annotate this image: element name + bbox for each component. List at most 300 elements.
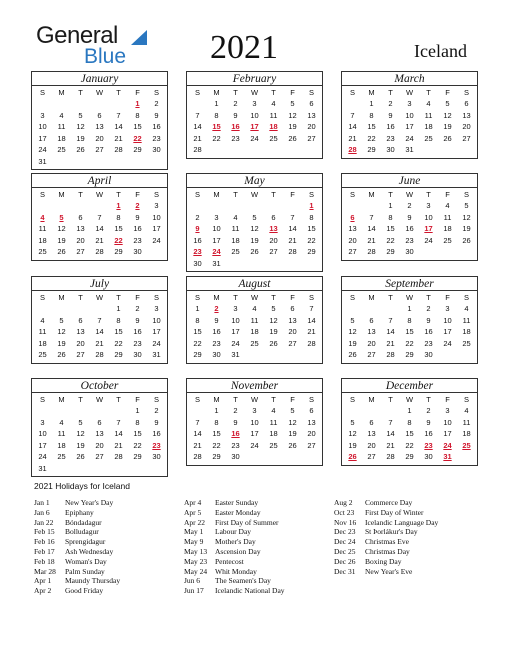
- day: 7: [195, 417, 200, 427]
- holiday-row: [334, 498, 484, 508]
- weekday-header: M: [58, 395, 65, 404]
- month-title: February: [187, 72, 322, 86]
- day: 28: [307, 338, 316, 348]
- day: 26: [76, 452, 85, 461]
- weekday-header: S: [463, 293, 469, 302]
- day: 7: [97, 212, 102, 222]
- day: 26: [250, 247, 259, 256]
- day: 30: [231, 452, 240, 461]
- day: 4: [464, 406, 469, 415]
- weekday-header: T: [426, 395, 431, 404]
- day: 9: [388, 110, 393, 120]
- day: 7: [195, 110, 200, 120]
- day: 11: [38, 224, 47, 233]
- day: 10: [424, 212, 433, 222]
- day: 7: [388, 417, 393, 427]
- day: 28: [193, 452, 202, 461]
- empty-day: [362, 405, 381, 417]
- day: 2: [195, 212, 200, 222]
- holiday-day: 6: [350, 212, 355, 222]
- day: 22: [133, 440, 142, 450]
- day: 14: [193, 429, 202, 438]
- day: 24: [250, 133, 259, 143]
- month-title: November: [187, 379, 322, 393]
- weekday-header: W: [95, 190, 104, 199]
- holiday-date: Oct 23: [334, 507, 355, 517]
- empty-day: [283, 200, 302, 212]
- weekday-header: M: [213, 395, 220, 404]
- day: 2: [233, 406, 238, 415]
- day: 26: [269, 338, 278, 348]
- holiday-name: Easter Sunday: [215, 498, 259, 507]
- weekday-header: F: [445, 395, 450, 404]
- holiday-day: 16: [231, 122, 240, 131]
- weekday-header: W: [405, 88, 414, 97]
- weekday-header: T: [388, 293, 393, 302]
- weekday-header: F: [290, 395, 295, 404]
- day: 5: [445, 99, 450, 108]
- holiday-row: [184, 557, 334, 567]
- weekday-header: S: [39, 395, 45, 404]
- month-days: [187, 86, 322, 158]
- holiday-day: 24: [212, 247, 221, 256]
- month-august: [186, 276, 323, 364]
- day: 8: [407, 315, 412, 325]
- day: 6: [271, 212, 276, 222]
- day: 15: [133, 429, 142, 438]
- day: 24: [38, 452, 47, 461]
- weekday-header: S: [153, 190, 159, 199]
- day: 22: [114, 338, 123, 348]
- weekday-header: M: [213, 293, 220, 302]
- day: 5: [350, 315, 355, 325]
- empty-day: [90, 303, 109, 315]
- day: 4: [252, 304, 257, 313]
- day: 3: [252, 99, 257, 108]
- day: 27: [307, 133, 316, 143]
- holiday-day: 23: [424, 440, 433, 450]
- day: 18: [38, 235, 47, 245]
- day: 31: [212, 258, 221, 268]
- day: 19: [57, 338, 66, 348]
- day: 24: [231, 338, 240, 348]
- holiday-date: Apr 2: [34, 586, 52, 596]
- day: 10: [443, 315, 452, 325]
- holiday-date: Jan 22: [34, 517, 54, 527]
- empty-day: [33, 200, 52, 212]
- day: 5: [290, 99, 295, 108]
- holiday-day: 1: [135, 99, 140, 108]
- day: 31: [38, 463, 47, 473]
- month-february: [186, 71, 323, 159]
- weekday-header: W: [95, 395, 104, 404]
- day: 8: [214, 417, 219, 427]
- holiday-name: The Seamen's Day: [215, 576, 271, 586]
- weekday-header: S: [308, 395, 314, 404]
- day: 29: [114, 350, 123, 359]
- holiday-name: Maundy Thursday: [65, 576, 121, 586]
- empty-day: [33, 405, 52, 417]
- day: 9: [407, 212, 412, 222]
- holiday-name: New Year's Day: [65, 498, 114, 507]
- day: 13: [76, 327, 85, 336]
- day: 26: [57, 247, 66, 256]
- day: 20: [76, 338, 85, 348]
- day: 18: [462, 429, 471, 438]
- holiday-date: Dec 23: [334, 527, 356, 537]
- day: 15: [114, 224, 123, 233]
- day: 26: [443, 133, 452, 143]
- weekday-header: S: [194, 88, 200, 97]
- holiday-date: Feb 16: [34, 537, 55, 547]
- day: 24: [38, 145, 47, 154]
- weekday-header: T: [388, 88, 393, 97]
- holiday-row: [184, 508, 334, 518]
- holiday-name: Whit Monday: [215, 566, 257, 576]
- day: 22: [212, 133, 221, 143]
- day: 9: [135, 212, 140, 222]
- holiday-name: Commerce Day: [365, 498, 413, 507]
- day: 3: [214, 212, 219, 222]
- day: 5: [59, 315, 64, 325]
- weekday-header: W: [405, 190, 414, 199]
- day: 22: [367, 133, 376, 143]
- holiday-name: Christmas Day: [365, 546, 410, 556]
- day: 12: [348, 429, 357, 438]
- holiday-day: 1: [309, 201, 314, 210]
- day: 11: [231, 224, 240, 233]
- day: 6: [309, 99, 314, 108]
- day: 25: [250, 338, 259, 348]
- holiday-day: 17: [424, 224, 433, 233]
- day: 28: [114, 452, 123, 461]
- day: 28: [367, 247, 376, 256]
- weekday-header: T: [426, 190, 431, 199]
- day: 21: [95, 235, 104, 245]
- month-title: April: [32, 174, 167, 188]
- day: 21: [95, 338, 104, 348]
- holiday-date: Apr 4: [184, 498, 202, 507]
- weekday-header: S: [349, 88, 355, 97]
- weekday-header: F: [135, 190, 140, 199]
- day: 15: [307, 224, 316, 233]
- day: 11: [38, 327, 47, 336]
- day: 22: [193, 338, 202, 348]
- day: 10: [38, 429, 47, 438]
- empty-day: [71, 405, 90, 417]
- holiday-name: Mother's Day: [215, 537, 256, 547]
- weekday-header: S: [39, 190, 45, 199]
- day: 3: [40, 417, 45, 427]
- holiday-name: First Day of Winter: [365, 507, 424, 517]
- holiday-day: 15: [212, 122, 221, 131]
- day: 27: [95, 145, 104, 154]
- empty-day: [109, 405, 128, 417]
- day: 29: [386, 247, 395, 256]
- day: 2: [407, 201, 412, 210]
- weekday-header: W: [250, 88, 259, 97]
- day: 3: [407, 99, 412, 108]
- day: 16: [212, 327, 221, 336]
- day: 20: [367, 338, 376, 348]
- day: 11: [424, 110, 433, 120]
- day: 1: [195, 304, 200, 313]
- day: 25: [57, 452, 66, 461]
- holiday-row: [34, 557, 184, 567]
- holiday-date: Nov 16: [334, 517, 357, 527]
- day: 9: [233, 417, 238, 427]
- day: 17: [212, 235, 221, 245]
- day: 14: [95, 327, 104, 336]
- empty-day: [362, 200, 381, 212]
- day: 21: [193, 133, 202, 143]
- holiday-day: 1: [116, 201, 121, 210]
- day: 19: [443, 122, 452, 131]
- day: 9: [135, 315, 140, 325]
- day: 17: [231, 327, 240, 336]
- day: 20: [348, 235, 357, 245]
- day: 30: [152, 145, 161, 154]
- weekday-header: T: [233, 395, 238, 404]
- day: 6: [464, 99, 469, 108]
- day: 20: [462, 122, 471, 131]
- day: 27: [76, 247, 85, 256]
- holiday-date: Jan 6: [34, 507, 50, 517]
- day: 29: [114, 247, 123, 256]
- month-title: June: [342, 174, 477, 188]
- holiday-day: 2: [214, 304, 219, 313]
- holiday-row: [184, 567, 334, 577]
- day: 16: [152, 122, 161, 131]
- day: 7: [309, 304, 314, 313]
- holiday-day: 31: [443, 452, 452, 461]
- empty-day: [343, 405, 362, 417]
- day: 14: [307, 315, 316, 325]
- day: 7: [369, 212, 374, 222]
- weekday-header: T: [233, 190, 238, 199]
- holiday-date: Dec 25: [334, 546, 356, 556]
- weekday-header: S: [194, 293, 200, 302]
- weekday-header: M: [58, 293, 65, 302]
- weekday-header: T: [271, 395, 276, 404]
- day: 4: [40, 315, 45, 325]
- day: 5: [252, 212, 257, 222]
- day: 12: [250, 224, 259, 233]
- logo-blue-text: Blue: [84, 45, 127, 68]
- day: 10: [152, 315, 161, 325]
- day: 5: [290, 406, 295, 415]
- day: 13: [307, 110, 316, 120]
- day: 26: [76, 145, 85, 154]
- holiday-name: Good Friday: [65, 586, 104, 596]
- weekday-header: S: [349, 293, 355, 302]
- day: 17: [38, 133, 47, 143]
- day: 18: [269, 429, 278, 438]
- month-title: January: [32, 72, 167, 86]
- day: 7: [116, 110, 121, 120]
- weekday-header: T: [388, 190, 393, 199]
- day: 12: [76, 122, 85, 131]
- day: 12: [57, 327, 66, 336]
- holiday-name: Boxing Day: [365, 556, 402, 566]
- day: 2: [154, 99, 159, 108]
- holiday-name: New Year's Eve: [365, 566, 413, 576]
- day: 18: [57, 133, 66, 143]
- day: 17: [152, 327, 161, 336]
- day: 13: [76, 224, 85, 233]
- holiday-day: 24: [443, 440, 452, 450]
- logo-general-text: General: [36, 22, 118, 49]
- day: 20: [95, 440, 104, 450]
- day: 25: [38, 247, 47, 256]
- weekday-header: M: [368, 190, 375, 199]
- day: 10: [152, 212, 161, 222]
- holiday-date: Dec 31: [334, 566, 356, 576]
- holiday-name: Easter Monday: [215, 507, 261, 517]
- day: 13: [307, 417, 316, 427]
- holiday-row: [334, 537, 484, 547]
- day: 15: [133, 122, 142, 131]
- weekday-header: M: [368, 88, 375, 97]
- day: 19: [57, 235, 66, 245]
- day: 27: [462, 133, 471, 143]
- day: 12: [288, 417, 297, 427]
- day: 21: [307, 327, 316, 336]
- day: 21: [193, 440, 202, 450]
- day: 2: [388, 99, 393, 108]
- day: 10: [250, 417, 259, 427]
- holiday-row: [34, 527, 184, 537]
- day: 22: [307, 235, 316, 245]
- day: 24: [152, 338, 161, 348]
- day: 4: [445, 201, 450, 210]
- day: 16: [193, 235, 202, 245]
- day: 24: [443, 338, 452, 348]
- day: 21: [288, 235, 297, 245]
- holiday-row: [184, 518, 334, 528]
- empty-day: [188, 98, 207, 110]
- holiday-row: [334, 508, 484, 518]
- weekday-header: F: [135, 293, 140, 302]
- holiday-date: May 23: [184, 556, 208, 566]
- day: 18: [57, 440, 66, 450]
- logo-triangle-icon: [131, 30, 147, 45]
- day: 31: [231, 350, 240, 359]
- holiday-name: Labour Day: [215, 527, 252, 537]
- day: 21: [348, 133, 357, 143]
- day: 9: [154, 110, 159, 120]
- holiday-date: May 1: [184, 527, 204, 537]
- day: 15: [405, 327, 414, 336]
- empty-day: [207, 200, 226, 212]
- day: 8: [116, 212, 121, 222]
- holiday-row: [34, 498, 184, 508]
- holiday-day: 17: [250, 122, 259, 131]
- empty-day: [226, 200, 245, 212]
- day: 19: [76, 440, 85, 450]
- day: 11: [269, 417, 278, 427]
- day: 9: [233, 110, 238, 120]
- holiday-column: [34, 498, 184, 596]
- holiday-day: 23: [193, 247, 202, 256]
- holiday-row: [184, 527, 334, 537]
- day: 22: [212, 440, 221, 450]
- day: 26: [57, 350, 66, 359]
- day: 24: [152, 235, 161, 245]
- day: 8: [407, 417, 412, 427]
- month-july: [31, 276, 168, 364]
- day: 11: [443, 212, 452, 222]
- day: 27: [367, 452, 376, 461]
- day: 10: [38, 122, 47, 131]
- holiday-day: 22: [114, 235, 123, 245]
- holiday-row: [334, 518, 484, 528]
- day: 21: [386, 338, 395, 348]
- weekday-header: S: [194, 190, 200, 199]
- holiday-row: [184, 547, 334, 557]
- month-title: September: [342, 277, 477, 291]
- day: 30: [424, 350, 433, 359]
- day: 15: [193, 327, 202, 336]
- empty-day: [52, 98, 71, 110]
- holiday-day: 23: [152, 440, 161, 450]
- holiday-date: May 24: [184, 566, 208, 576]
- day: 11: [57, 429, 66, 438]
- day: 28: [193, 145, 202, 154]
- month-april: [31, 173, 168, 261]
- empty-day: [381, 405, 400, 417]
- day: 19: [76, 133, 85, 143]
- day: 8: [116, 315, 121, 325]
- day: 4: [464, 304, 469, 313]
- holiday-column: [184, 498, 334, 596]
- weekday-header: S: [308, 190, 314, 199]
- holiday-row: [334, 557, 484, 567]
- day: 7: [388, 315, 393, 325]
- day: 12: [269, 315, 278, 325]
- holiday-row: [34, 518, 184, 528]
- empty-day: [381, 303, 400, 315]
- day: 6: [78, 212, 83, 222]
- day: 15: [367, 122, 376, 131]
- holiday-date: Apr 1: [34, 576, 52, 586]
- month-days: [342, 393, 477, 465]
- day: 31: [152, 350, 161, 359]
- month-days: [342, 188, 477, 260]
- day: 21: [367, 235, 376, 245]
- month-days: [187, 393, 322, 465]
- day: 28: [95, 247, 104, 256]
- weekday-header: T: [116, 293, 121, 302]
- day: 25: [269, 440, 278, 450]
- day: 24: [405, 133, 414, 143]
- empty-day: [90, 200, 109, 212]
- day: 6: [97, 417, 102, 427]
- day: 13: [95, 122, 104, 131]
- month-october: [31, 378, 168, 477]
- holiday-name: Christmas Eve: [365, 537, 409, 547]
- day: 19: [462, 224, 471, 233]
- holiday-row: [34, 586, 184, 596]
- holiday-row: [334, 567, 484, 577]
- day: 3: [154, 201, 159, 210]
- empty-day: [52, 405, 71, 417]
- day: 20: [367, 440, 376, 450]
- weekday-header: W: [250, 395, 259, 404]
- day: 12: [57, 224, 66, 233]
- day: 1: [407, 304, 412, 313]
- weekday-header: W: [405, 395, 414, 404]
